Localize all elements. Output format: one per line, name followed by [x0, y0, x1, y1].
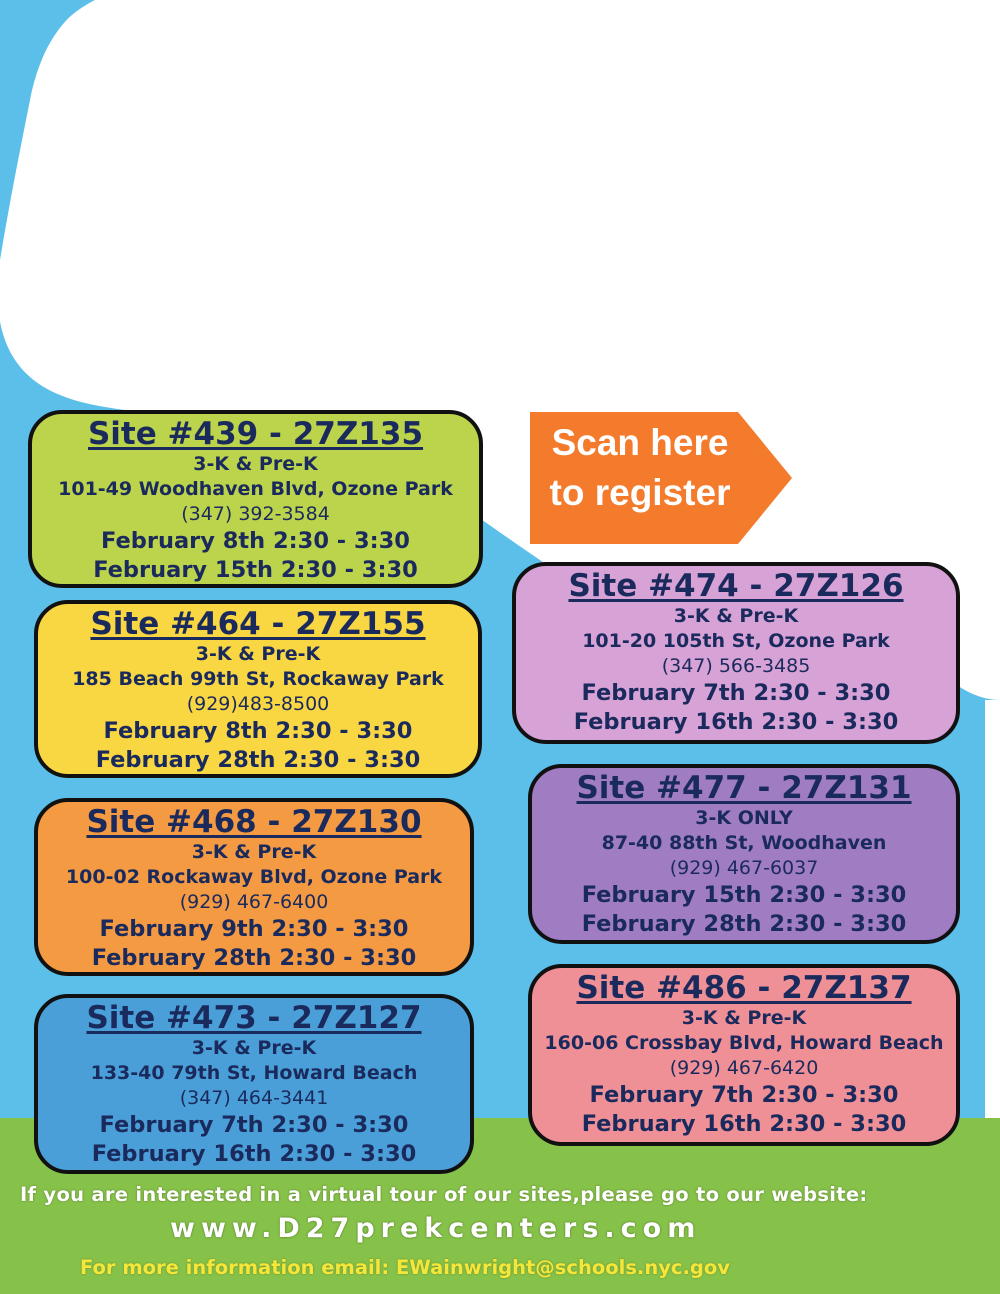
site-date-1: February 9th 2:30 - 3:30 — [99, 916, 409, 942]
site-title: Site #468 - 27Z130 — [86, 804, 422, 840]
site-date-1: February 8th 2:30 - 3:30 — [103, 718, 413, 744]
site-address: 101-20 105th St, Ozone Park — [582, 630, 890, 652]
site-title: Site #486 - 27Z137 — [576, 970, 912, 1006]
site-date-1: February 7th 2:30 - 3:30 — [581, 680, 891, 706]
site-card-439 — [28, 410, 483, 588]
site-phone: (347) 464-3441 — [179, 1087, 329, 1109]
website-link[interactable]: www.D27prekcenters.com — [170, 1213, 702, 1244]
site-date-2: February 15th 2:30 - 3:30 — [93, 557, 418, 583]
site-date-2: February 28th 2:30 - 3:30 — [91, 945, 417, 971]
site-card-473 — [34, 994, 474, 1174]
site-program: 3-K & Pre-K — [191, 841, 317, 863]
site-date-2: February 28th 2:30 - 3:30 — [581, 911, 907, 937]
site-address: 185 Beach 99th St, Rockaway Park — [72, 668, 444, 690]
site-card-474 — [512, 562, 960, 744]
site-phone: (929) 467-6037 — [669, 857, 819, 879]
virtual-tour-text: If you are interested in a virtual tour of our sites,please go to our website: — [20, 1183, 868, 1206]
site-date-2: February 16th 2:30 - 3:30 — [573, 709, 899, 735]
site-address: 133-40 79th St, Howard Beach — [90, 1062, 418, 1084]
site-title: Site #477 - 27Z131 — [576, 770, 912, 806]
site-address: 100-02 Rockaway Blvd, Ozone Park — [65, 866, 443, 888]
site-program: 3-K & Pre-K — [193, 453, 318, 475]
scan-line1: Scan here — [551, 422, 729, 463]
site-phone: (929) 467-6420 — [669, 1057, 819, 1079]
site-date-1: February 7th 2:30 - 3:30 — [99, 1112, 409, 1138]
site-title: Site #439 - 27Z135 — [87, 416, 424, 452]
site-phone: (929) 467-6400 — [179, 891, 329, 913]
site-program: 3-K & Pre-K — [191, 1037, 317, 1059]
site-program: 3-K & Pre-K — [673, 605, 799, 627]
site-date-2: February 16th 2:30 - 3:30 — [91, 1141, 417, 1167]
site-card-486 — [528, 964, 960, 1146]
site-address: 101-49 Woodhaven Blvd, Ozone Park — [58, 478, 453, 500]
site-program: 3-K & Pre-K — [195, 643, 321, 665]
site-address: 160-06 Crossbay Blvd, Howard Beach — [544, 1032, 944, 1054]
site-title: Site #473 - 27Z127 — [86, 1000, 422, 1036]
scan-line2: to register — [549, 472, 731, 513]
email-info-text[interactable]: For more information email: EWainwright@schools.nyc.gov — [80, 1256, 730, 1279]
site-program: 3-K ONLY — [695, 807, 793, 829]
site-title: Site #474 - 27Z126 — [568, 568, 904, 604]
scan-register-text — [530, 418, 750, 518]
site-phone: (929)483-8500 — [186, 693, 330, 715]
site-title: Site #464 - 27Z155 — [90, 606, 426, 642]
site-address: 87-40 88th St, Woodhaven — [601, 832, 887, 854]
site-program: 3-K & Pre-K — [681, 1007, 807, 1029]
site-date-1: February 8th 2:30 - 3:30 — [101, 528, 410, 554]
site-card-464 — [34, 600, 482, 778]
site-phone: (347) 566-3485 — [661, 655, 811, 677]
site-date-2: February 28th 2:30 - 3:30 — [95, 747, 421, 773]
site-date-1: February 7th 2:30 - 3:30 — [589, 1082, 899, 1108]
site-phone: (347) 392-3584 — [181, 503, 330, 525]
site-card-477 — [528, 764, 960, 944]
site-date-2: February 16th 2:30 - 3:30 — [581, 1111, 907, 1137]
site-card-468 — [34, 798, 474, 976]
site-date-1: February 15th 2:30 - 3:30 — [581, 882, 907, 908]
